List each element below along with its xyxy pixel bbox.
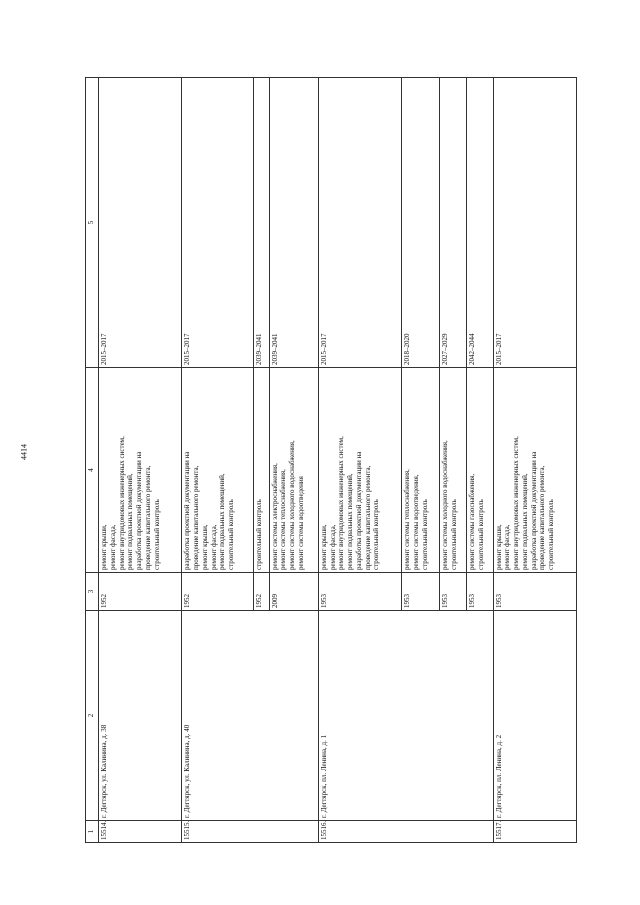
column-header: 1 [86, 821, 99, 843]
work-item: разработка проектной документации на [183, 451, 192, 570]
work-item: ремонт подвальных помещений, [520, 473, 529, 570]
address-cell: г. Дегтярск, ул. Калинина, д. 38 [99, 611, 182, 821]
work-item: строительный контроль [372, 499, 381, 570]
table-row [99, 78, 182, 843]
work-item: разработка проектной документации на [529, 451, 538, 570]
works-cell [318, 368, 401, 573]
work-item: ремонт системы газоснабжения, [467, 473, 476, 570]
work-item: строительный контроль [255, 499, 264, 570]
year-cell: 1953 [493, 573, 576, 611]
period-cell: 2027–2029 [440, 78, 467, 368]
work-item: ремонт системы водоотведения [296, 476, 305, 570]
works-cell [254, 368, 269, 573]
work-item: проведение капитального ремонта, [143, 465, 152, 570]
work-item: ремонт фасада, [503, 524, 512, 570]
period-cell: 2015–2017 [493, 78, 576, 368]
work-item: ремонт фасада, [209, 524, 218, 570]
works-cell [182, 368, 254, 573]
work-item: разработка проектной документации на [135, 451, 143, 570]
year-cell: 1952 [182, 573, 254, 611]
year-cell: 1953 [318, 573, 401, 611]
rotated-table-container [85, 78, 577, 843]
table-body [99, 78, 577, 843]
work-item: строительный контроль [450, 499, 459, 570]
column-header: 3 [86, 573, 99, 611]
record-number: 15515. [182, 821, 319, 843]
work-item: ремонт системы теплоснабжения, [279, 469, 288, 570]
column-header: 4 [86, 368, 99, 573]
work-item: строительный контроль [227, 499, 236, 570]
work-item: ремонт подвальных помещений, [346, 473, 355, 570]
record-number: 15516. [318, 821, 493, 843]
period-cell: 2039–2041 [269, 78, 318, 368]
table-row [182, 78, 254, 843]
work-item: проведение капитального ремонта, [363, 465, 372, 570]
period-cell: 2042–2044 [466, 78, 493, 368]
year-cell: 2009 [269, 573, 318, 611]
period-cell: 2015–2017 [318, 78, 401, 368]
period-cell: 2018–2020 [402, 78, 440, 368]
address-cell: г. Дегтярск, пл. Ленина, д. 1 [318, 611, 493, 821]
works-cell [99, 368, 182, 573]
work-item: ремонт системы холодного водоснабжения, [441, 440, 450, 570]
address-cell: г. Дегтярск, ул. Калинина, д. 40 [182, 611, 319, 821]
year-cell: 1952 [99, 573, 182, 611]
work-item: проведение капитального ремонта, [192, 465, 201, 570]
work-item: ремонт крыши, [319, 524, 328, 570]
work-item: ремонт фасада, [328, 524, 337, 570]
work-item: проведение капитального ремонта, [538, 465, 547, 570]
year-cell: 1953 [466, 573, 493, 611]
work-item: ремонт крыши, [494, 524, 503, 570]
work-item: ремонт системы водоотведения, [412, 474, 421, 570]
work-item: ремонт фасада, [108, 524, 117, 570]
work-item: строительный контроль [420, 499, 429, 570]
repair-schedule-table [85, 77, 577, 843]
works-cell [402, 368, 440, 573]
work-item: ремонт подвальных помещений, [218, 473, 227, 570]
work-item: ремонт системы холодного водоснабжения, [288, 440, 297, 570]
record-number: 15514. [99, 821, 182, 843]
works-cell [269, 368, 318, 573]
address-cell: г. Дегтярск, пл. Ленина, д. 2 [493, 611, 576, 821]
work-item: строительный контроль [547, 499, 556, 570]
work-item: разработка проектной документации на [354, 451, 363, 570]
work-item: ремонт системы теплоснабжения, [403, 469, 412, 570]
work-item: ремонт внутридомовых инженерных систем, [117, 436, 126, 570]
works-cell [466, 368, 493, 573]
work-item: ремонт системы электроснабжения, [270, 463, 279, 570]
period-cell: 2015–2017 [182, 78, 254, 368]
year-cell: 1953 [440, 573, 467, 611]
column-number-row [86, 78, 99, 843]
period-cell: 2015–2017 [99, 78, 182, 368]
table-row [493, 78, 576, 843]
work-item: ремонт крыши, [200, 524, 209, 570]
page-number: 4414 [19, 444, 29, 460]
work-item: строительный контроль [476, 499, 485, 570]
year-cell: 1953 [402, 573, 440, 611]
work-item: ремонт внутридомовых инженерных систем, [512, 436, 521, 570]
record-number: 15517. [493, 821, 576, 843]
work-item: ремонт подвальных помещений, [126, 473, 135, 570]
works-cell [440, 368, 467, 573]
work-item: ремонт крыши, [100, 524, 108, 570]
works-cell [493, 368, 576, 573]
period-cell: 2039–2041 [254, 78, 269, 368]
work-item: ремонт внутридомовых инженерных систем, [337, 436, 346, 570]
table-row [318, 78, 401, 843]
year-cell: 1952 [254, 573, 269, 611]
column-header: 5 [86, 78, 99, 368]
column-header: 2 [86, 611, 99, 821]
work-item: строительный контроль [152, 499, 161, 570]
